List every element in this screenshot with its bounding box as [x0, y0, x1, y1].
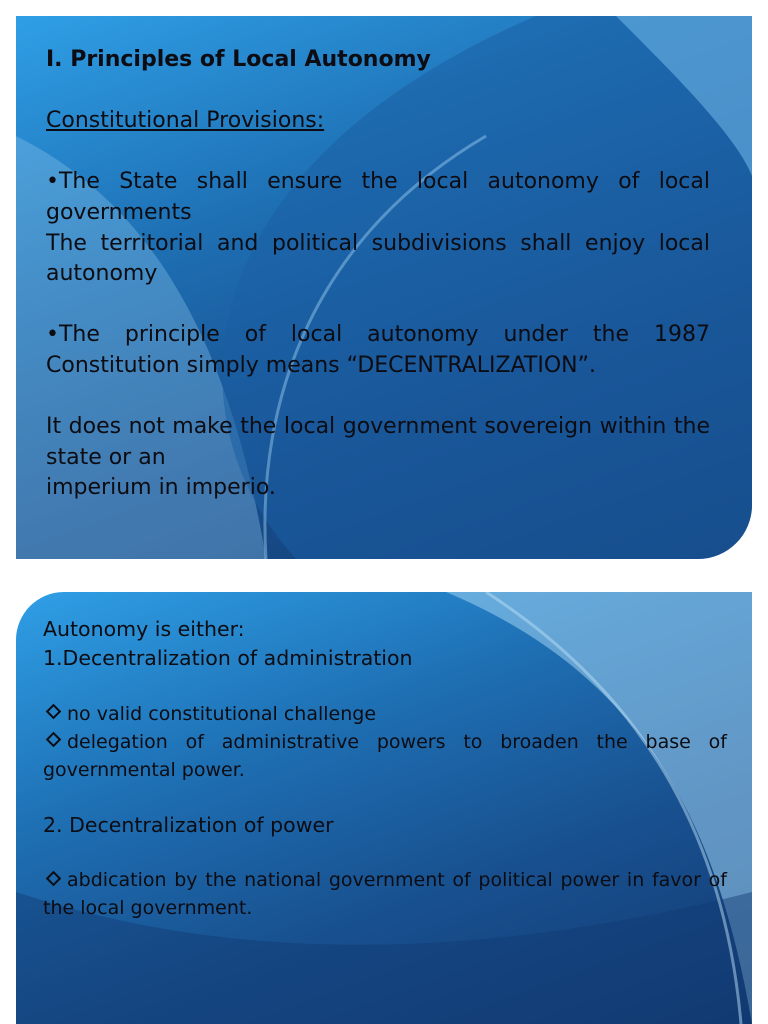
paragraph-subdivisions: The territorial and political subdivisions shall enjoy local autonomy [46, 230, 710, 287]
diamond-bullet-icon [46, 871, 62, 887]
item-decentralization-of-power: 2. Decentralization of power [43, 812, 334, 837]
paragraph-imperium: imperium in imperio. [46, 475, 276, 501]
bullet-abdication: abdication by the national government of political power in favor of the local government. [43, 869, 727, 920]
paragraph-state-ensure: •The State shall ensure the local autonomy of local governments [46, 169, 710, 225]
slide-2-text [43, 615, 727, 922]
slide-title: I. Principles of Local Autonomy [46, 47, 431, 72]
section-subtitle: Constitutional Provisions: [46, 108, 325, 134]
diamond-bullet-icon [46, 732, 62, 748]
slide-1-text [46, 45, 710, 504]
slide-autonomy-types [16, 592, 752, 1024]
slide-principles-of-local-autonomy [16, 16, 752, 559]
paragraph-decentralization: •The principle of local autonomy under the 1987 Constitution simply means “DECENTRALIZATION”. [46, 322, 710, 378]
paragraph-sovereign: It does not make the local government sovereign within the state or an [46, 414, 710, 470]
bullet-no-challenge: no valid constitutional challenge [43, 700, 727, 728]
diamond-bullet-icon [46, 704, 62, 720]
item-decentralization-of-administration: 1.Decentralization of administration [43, 645, 413, 670]
bullet-delegation: delegation of administrative powers to broaden the base of governmental power. [43, 730, 727, 781]
autonomy-intro: Autonomy is either: [43, 617, 245, 641]
